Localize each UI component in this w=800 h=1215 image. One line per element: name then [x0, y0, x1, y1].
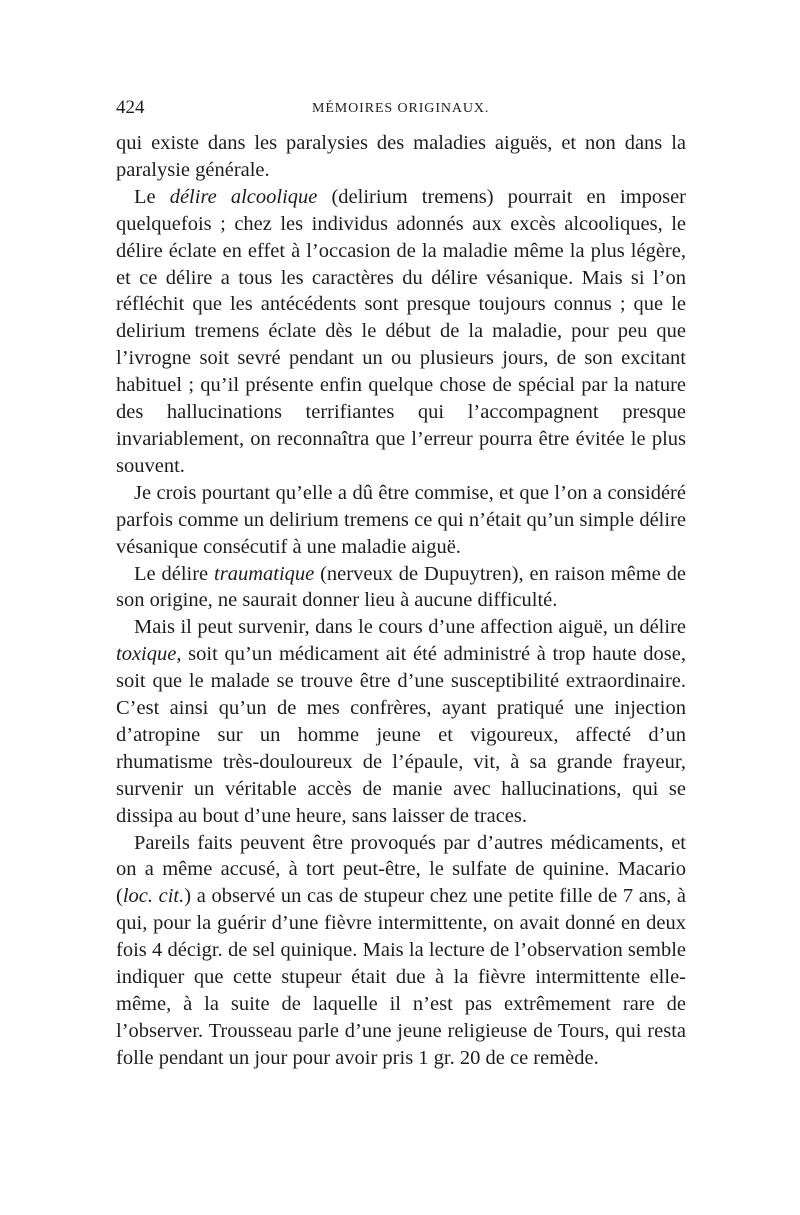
paragraph-text: (nerveux de Dupuytren), en raison même de son origine, ne saurait donner lieu à aucune difficulté.: [116, 562, 686, 612]
italic-term: toxique: [116, 643, 177, 666]
paragraph-text: (delirium tremens) pourrait en imposer quelquefois ; chez les individus adonnés aux excès alcooliques, le délire éclate en effet à l’occasion de la maladie même la plus légère, et ce délire a tous les caractères du délire vésanique. Mais si l’on réfléchit que les antécédents sont presque toujours connus ; que le delirium tremens éclate dès le début de la maladie, pour peu que l’ivrogne soit sevré pendant un ou plusieurs jours, de son excitant habituel ; qu’il présente enfin quelque chose de spécial par la nature des hallucinations terrifiantes qui l’accompagnent presque invariablement, on reconnaîtra que l’erreur pourra être évitée le plus souvent.: [116, 185, 687, 477]
paragraph-text: Le: [134, 185, 170, 208]
paragraph-text: Pareils faits peuvent être provoqués par d’autres médicaments, et on a même accusé, à tort peut-être, le sulfate de quinine. Macario (: [116, 831, 686, 908]
paragraph-traumatique: [116, 561, 686, 615]
italic-term: traumatique: [214, 562, 315, 585]
running-head: [116, 96, 686, 120]
book-page: [116, 96, 686, 1072]
body-text: [116, 130, 686, 1072]
running-title: MÉMOIRES ORIGINAUX.: [312, 101, 490, 116]
paragraph-text: ) a observé un cas de stupeur chez une petite fille de 7 ans, à qui, pour la guérir d’une fièvre intermittente, on avait donné en deux fois 4 décigr. de sel quinique. Mais la lecture de l’observation semble indiquer que cette stupeur était due à la fièvre intermittente elle-même, à la suite de laquelle il n’est pas extrêmement rare de l’observer. Trousseau parle d’une jeune religieuse de Tours, qui resta folle pendant un jour pour avoir pris 1 gr. 20 de ce remède.: [116, 885, 686, 1069]
paragraph-continuation: [116, 130, 686, 184]
page-number: 424: [116, 97, 145, 118]
paragraph-quinine: [116, 830, 686, 1072]
paragraph-text: , soit qu’un médicament ait été administré à trop haute dose, soit que le malade se trouve être d’une susceptibilité extraordinaire. C’est ainsi qu’un de mes confrères, ayant pratiqué une injection d’atropine sur un homme jeune et vigoureux, affecté d’un rhumatisme très-douloureux de l’épaule, vit, à sa grande frayeur, survenir un véritable accès de manie avec hallucinations, qui se dissipa au bout d’une heure, sans laisser de traces.: [116, 643, 686, 827]
paragraph-text: Je crois pourtant qu’elle a dû être commise, et que l’on a considéré parfois comme un delirium tremens ce qui n’était qu’un simple délire vésanique consécutif à une maladie aiguë.: [116, 481, 686, 558]
paragraph-text: Mais il peut survenir, dans le cours d’une affection aiguë, un délire: [134, 616, 686, 639]
italic-term: délire alcoolique: [169, 185, 318, 208]
paragraph-text: qui existe dans les paralysies des maladies aiguës, et non dans la paralysie générale.: [116, 132, 686, 181]
paragraph-delire-alcoolique: [116, 184, 686, 480]
paragraph-text: Le délire: [134, 562, 215, 585]
paragraph-commise: [116, 480, 686, 561]
paragraph-toxique: [116, 614, 686, 829]
italic-citation: loc. cit.: [122, 885, 185, 908]
